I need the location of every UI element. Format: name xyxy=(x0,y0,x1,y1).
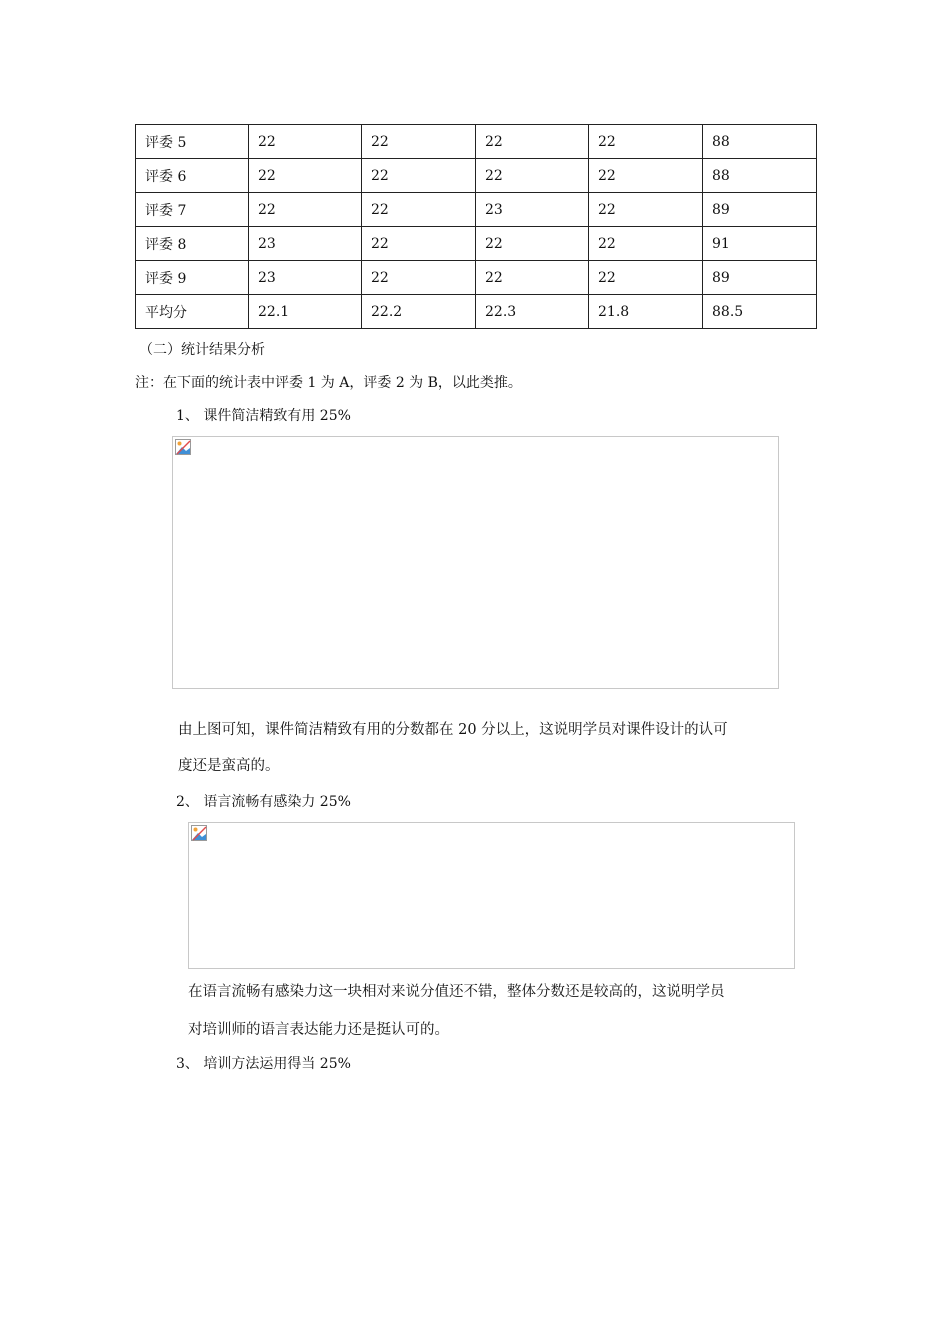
table-cell: 22 xyxy=(362,159,476,193)
table-row xyxy=(136,227,817,261)
table-cell: 23 xyxy=(249,261,362,295)
table-cell: 22 xyxy=(589,261,703,295)
table-cell: 22 xyxy=(589,125,703,159)
table-cell: 22.1 xyxy=(249,295,362,329)
chart-image-placeholder-2 xyxy=(188,822,795,969)
item-paragraph-2-line-1: 在语言流畅有感染力这一块相对来说分值还不错，整体分数还是较高的，这说明学员 xyxy=(188,984,725,1000)
table-cell: 评委 7 xyxy=(136,193,249,227)
chart-image-placeholder-1 xyxy=(172,436,779,689)
table-cell: 22.2 xyxy=(362,295,476,329)
table-cell: 89 xyxy=(703,261,817,295)
table-cell: 23 xyxy=(249,227,362,261)
table-cell: 89 xyxy=(703,193,817,227)
table-cell: 22.3 xyxy=(476,295,589,329)
section-heading: （二）统计结果分析 xyxy=(139,342,265,358)
table-row-average xyxy=(136,295,817,329)
table-cell: 88 xyxy=(703,159,817,193)
broken-image-icon xyxy=(191,825,207,841)
note-text: 注：在下面的统计表中评委 1 为 A，评委 2 为 B，以此类推。 xyxy=(135,375,522,391)
table-cell: 22 xyxy=(476,159,589,193)
table-cell: 22 xyxy=(476,261,589,295)
item-paragraph-2-line-2: 对培训师的语言表达能力还是挺认可的。 xyxy=(188,1022,449,1038)
table-row xyxy=(136,125,817,159)
table-cell: 88.5 xyxy=(703,295,817,329)
table-cell: 评委 5 xyxy=(136,125,249,159)
table-cell: 22 xyxy=(362,227,476,261)
table-cell: 22 xyxy=(589,193,703,227)
table-cell: 91 xyxy=(703,227,817,261)
table-cell: 22 xyxy=(249,125,362,159)
table-row xyxy=(136,261,817,295)
table-cell: 22 xyxy=(589,227,703,261)
table-cell: 22 xyxy=(362,193,476,227)
score-table xyxy=(135,124,817,329)
item-heading-1: 1、 课件简洁精致有用 25% xyxy=(176,408,351,424)
table-cell: 22 xyxy=(249,193,362,227)
table-cell: 22 xyxy=(476,227,589,261)
item-paragraph-1-line-2: 度还是蛮高的。 xyxy=(178,758,280,774)
table-cell: 22 xyxy=(476,125,589,159)
table-cell: 22 xyxy=(362,261,476,295)
table-cell: 评委 6 xyxy=(136,159,249,193)
table-cell: 评委 8 xyxy=(136,227,249,261)
table-row xyxy=(136,159,817,193)
table-cell: 21.8 xyxy=(589,295,703,329)
broken-image-icon xyxy=(175,439,191,455)
table-cell: 22 xyxy=(589,159,703,193)
table-cell: 23 xyxy=(476,193,589,227)
table-cell: 88 xyxy=(703,125,817,159)
table-row xyxy=(136,193,817,227)
item-paragraph-1-line-1: 由上图可知，课件简洁精致有用的分数都在 20 分以上，这说明学员对课件设计的认可 xyxy=(178,722,728,738)
table-cell: 22 xyxy=(249,159,362,193)
item-heading-3: 3、 培训方法运用得当 25% xyxy=(176,1056,351,1072)
table-cell: 22 xyxy=(362,125,476,159)
table-cell: 平均分 xyxy=(136,295,249,329)
table-cell: 评委 9 xyxy=(136,261,249,295)
item-heading-2: 2、 语言流畅有感染力 25% xyxy=(176,794,351,810)
score-table-body xyxy=(136,125,817,329)
